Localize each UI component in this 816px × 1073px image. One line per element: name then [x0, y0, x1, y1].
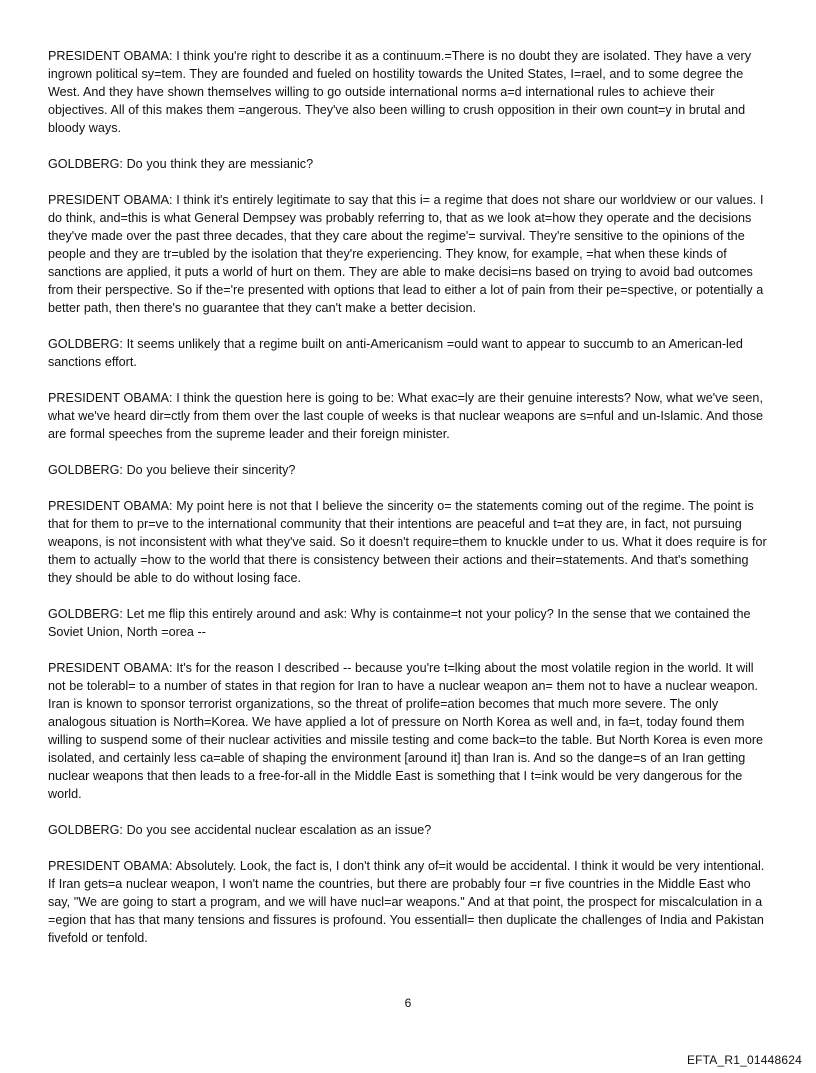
- document-id: EFTA_R1_01448624: [686, 1053, 802, 1067]
- paragraph: PRESIDENT OBAMA: My point here is not that I believe the sincerity o= the statements coming out of the regime. The point is that for them to pr=ve to the international community that their intentions are peaceful and t=at they are, in fact, not pursuing weapons, is not inconsistent with what they've said. So it doesn't require=them to knuckle under to us. What it does require is for them to actually =how to the world that there is consistency between their actions and their=statements. And that's something they should be able to do without losing face.: [48, 499, 767, 585]
- paragraph: GOLDBERG: Let me flip this entirely around and ask: Why is containme=t not your policy? In the sense that we contained the Soviet Union, North =orea --: [48, 607, 751, 639]
- paragraph: PRESIDENT OBAMA: I think the question here is going to be: What exac=ly are their genuine interests? Now, what we've seen, what we've heard dir=ctly from them over the last couple of weeks is that nuclear weapons are s=nful and un-Islamic. And those are formal speeches from the supreme leader and their foreign minister.: [48, 391, 764, 441]
- paragraph: PRESIDENT OBAMA: I think you're right to describe it as a continuum.=There is no doubt they are isolated. They have a very ingrown political sy=tem. They are founded and fueled on hostility towards the United States, I=rael, and to some degree the West. And they have shown themselves willing to go outside international norms a=d international rules to achieve their objectives. All of this makes them =angerous. They've also been willing to crush opposition in their own count=y in brutal and bloody ways.: [48, 49, 751, 135]
- paragraph: PRESIDENT OBAMA: It's for the reason I described -- because you're t=lking about the most volatile region in the world. It will not be tolerabl= to a number of states in that region for Iran to have a nuclear weapon an= them not to have a nuclear weapon. Iran is known to sponsor terrorist organizations, so the threat of prolife=ation becomes that much more severe. The only analogous situation is North=Korea. We have applied a lot of pressure on North Korea as well and, in fa=t, today found them willing to suspend some of their nuclear activities and missile testing and come back=to the table. But North Korea is even more isolated, and certainly less ca=able of shaping the environment [around it] than Iran is. And so the dange=s of an Iran getting nuclear weapons that then leads to a free-for-all in the Middle East is something that I t=ink would be very dangerous for the world.: [48, 661, 764, 801]
- paragraph: PRESIDENT OBAMA: Absolutely. Look, the fact is, I don't think any of=it would be accidental. I think it would be very intentional. If Iran gets=a nuclear weapon, I won't name the countries, but there are probably four =r five countries in the Middle East who say, "We are going to start a program, and we will have nucl=ar weapons." And at that point, the prospect for miscalculation in a =egion that has that many tensions and fissures is profound. You essentiall= then duplicate the challenges of India and Pakistan fivefold or tenfold.: [48, 859, 765, 945]
- paragraph: PRESIDENT OBAMA: I think it's entirely legitimate to say that this i= a regime that does not share our worldview or our values. I do think, and=this is what General Dempsey was probably referring to, that as we look at=how they operate and the decisions they've made over the past three decades, that they care about the regime'= survival. They're sensitive to the opinions of the people and they are tr=ubled by the isolation that they're experiencing. They know, for example, =hat when these kinds of sanctions are applied, it puts a world of hurt on them. They are able to make decisi=ns based on trying to avoid bad outcomes from their perspective. So if the='re presented with options that lead to either a lot of pain from their pe=spective, or potentially a better path, then there's no guarantee that they can't make a better decision.: [48, 193, 764, 315]
- transcript-body: [48, 47, 773, 965]
- paragraph: GOLDBERG: Do you see accidental nuclear escalation as an issue?: [48, 823, 432, 837]
- paragraph: GOLDBERG: Do you think they are messianic?: [48, 157, 314, 171]
- paragraph: GOLDBERG: Do you believe their sincerity?: [48, 463, 296, 477]
- page-number: 6: [404, 996, 412, 1010]
- paragraph: GOLDBERG: It seems unlikely that a regime built on anti-Americanism =ould want to appear to succumb to an American-led sanctions effort.: [48, 337, 743, 369]
